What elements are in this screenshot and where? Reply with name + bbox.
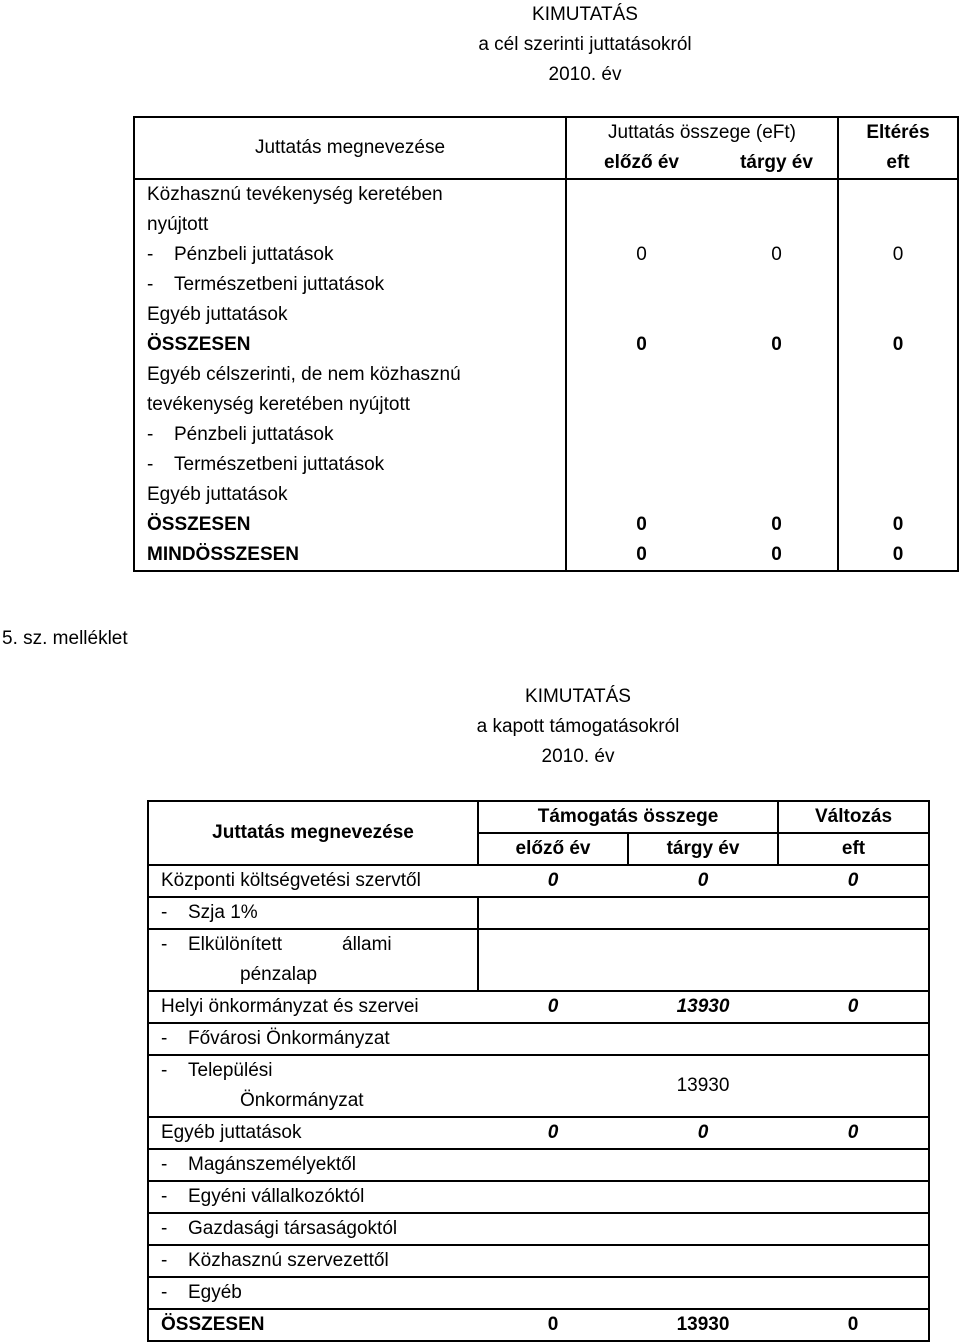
table-row bbox=[148, 1149, 929, 1181]
table-row bbox=[148, 1181, 929, 1213]
support-table bbox=[147, 800, 930, 1342]
local-prev: 0 bbox=[478, 991, 628, 1023]
table-row bbox=[148, 1245, 929, 1277]
report2-title-line2: a kapott támogatásokról bbox=[476, 716, 680, 737]
dash: - bbox=[161, 1028, 168, 1049]
table-row bbox=[134, 480, 958, 510]
report1-title bbox=[420, 0, 750, 90]
table-row bbox=[134, 240, 958, 270]
row-separate-label-cont: pénzalap bbox=[240, 964, 318, 985]
header-amount-group: Juttatás összege (eFt) bbox=[566, 117, 838, 148]
row-private-label: Magánszemélyektől bbox=[188, 1154, 356, 1175]
table-row bbox=[134, 270, 958, 300]
table-row bbox=[148, 960, 929, 991]
table-row bbox=[148, 1023, 929, 1055]
total2-prev: 0 bbox=[566, 510, 716, 540]
dash: - bbox=[161, 1282, 168, 1303]
header2-name-col: Juttatás megnevezése bbox=[212, 822, 414, 843]
total1-diff: 0 bbox=[838, 330, 958, 360]
benefits-table bbox=[133, 116, 959, 572]
dash: - bbox=[161, 1154, 168, 1175]
section1-label: Közhasznú tevékenység keretében bbox=[134, 179, 566, 210]
row-total-label: ÖSSZESEN bbox=[148, 1309, 478, 1341]
row-nonprofit-label: Közhasznú szervezettől bbox=[188, 1250, 389, 1271]
section2-label: Egyéb célszerinti, de nem közhasznú bbox=[147, 364, 461, 385]
table-row bbox=[148, 865, 929, 897]
dash: - bbox=[161, 1250, 168, 1271]
row-separate-label: Elkülönített bbox=[188, 934, 282, 955]
dash: - bbox=[147, 424, 154, 445]
total-prev: 0 bbox=[478, 1309, 628, 1341]
table-row bbox=[134, 450, 958, 480]
dash: - bbox=[161, 1218, 168, 1239]
total2-curr: 0 bbox=[771, 514, 782, 535]
row-other-label: Egyéb juttatások bbox=[147, 304, 288, 325]
table-row bbox=[148, 1086, 929, 1117]
total-diff: 0 bbox=[778, 1309, 929, 1341]
dash: - bbox=[147, 454, 154, 475]
header2-curr-year: tárgy év bbox=[628, 833, 778, 865]
total1-prev: 0 bbox=[566, 330, 716, 360]
table-row bbox=[148, 897, 929, 929]
central-prev: 0 bbox=[478, 865, 628, 897]
row-companies-label: Gazdasági társaságoktól bbox=[188, 1218, 398, 1239]
settlement-curr: 13930 bbox=[628, 1055, 778, 1117]
row-central-label: Központi költségvetési szervtől bbox=[148, 865, 478, 897]
table-row bbox=[134, 420, 958, 450]
dash: - bbox=[147, 274, 154, 295]
total2-diff: 0 bbox=[838, 510, 958, 540]
row-local-label: Helyi önkormányzat és szervei bbox=[148, 991, 478, 1023]
row-other2-label: Egyéb juttatások bbox=[147, 484, 288, 505]
row-settlement-label: Települési bbox=[188, 1060, 273, 1081]
grand-diff: 0 bbox=[838, 540, 958, 571]
row-szja-label: Szja 1% bbox=[188, 902, 258, 923]
table-row bbox=[148, 929, 929, 960]
header2-diff-group: Változás bbox=[778, 801, 929, 833]
row-grand-label: MINDÖSSZESEN bbox=[147, 544, 300, 565]
dash: - bbox=[161, 934, 168, 955]
header-diff-group: Eltérés bbox=[838, 117, 958, 148]
row-capital-label: Fővárosi Önkormányzat bbox=[188, 1028, 390, 1049]
table-row bbox=[148, 1213, 929, 1245]
row-inkind-label: Természetbeni juttatások bbox=[174, 274, 385, 295]
dash: - bbox=[147, 244, 154, 265]
header-name-col: Juttatás megnevezése bbox=[254, 137, 446, 158]
table-row bbox=[148, 1309, 929, 1341]
table-row bbox=[148, 1055, 929, 1086]
dash: - bbox=[161, 902, 168, 923]
header2-diff-unit: eft bbox=[778, 833, 929, 865]
local-curr: 13930 bbox=[628, 991, 778, 1023]
report2-title-line3: 2010. év bbox=[541, 746, 615, 767]
grand-prev: 0 bbox=[566, 540, 716, 571]
table-row bbox=[134, 540, 958, 571]
other-diff: 0 bbox=[778, 1117, 929, 1149]
report1-title-line1: KIMUTATÁS bbox=[532, 4, 638, 25]
row-entrepreneurs-label: Egyéni vállalkozóktól bbox=[188, 1186, 365, 1207]
header2-prev-year: előző év bbox=[478, 833, 628, 865]
header-prev-year: előző év bbox=[566, 148, 716, 179]
other-curr: 0 bbox=[628, 1117, 778, 1149]
row-settlement-label-cont: Önkormányzat bbox=[240, 1090, 364, 1111]
header-diff-unit: eft bbox=[838, 148, 958, 179]
local-diff: 0 bbox=[778, 991, 929, 1023]
row-total2-label: ÖSSZESEN bbox=[147, 514, 251, 535]
section2-label-cont: tevékenység keretében nyújtott bbox=[147, 394, 411, 415]
row-other-label: Egyéb juttatások bbox=[148, 1117, 478, 1149]
dash: - bbox=[161, 1060, 168, 1081]
other-prev: 0 bbox=[478, 1117, 628, 1149]
row-inkind2-label: Természetbeni juttatások bbox=[174, 454, 385, 475]
central-curr: 0 bbox=[628, 865, 778, 897]
table-row bbox=[134, 300, 958, 330]
table-row bbox=[148, 1117, 929, 1149]
row-separate-label-b: állami bbox=[342, 934, 392, 955]
row-cash-label: Pénzbeli juttatások bbox=[174, 244, 334, 265]
grand-curr: 0 bbox=[771, 544, 782, 565]
table-row bbox=[134, 330, 958, 360]
table-row bbox=[148, 1277, 929, 1309]
annex-label: 5. sz. melléklet bbox=[2, 628, 128, 649]
cash1-diff: 0 bbox=[838, 240, 958, 270]
report2-title bbox=[400, 682, 756, 772]
report1-title-line3: 2010. év bbox=[548, 64, 622, 85]
row-total1-label: ÖSSZESEN bbox=[147, 334, 251, 355]
table-row bbox=[148, 991, 929, 1023]
total1-curr: 0 bbox=[771, 334, 782, 355]
header-curr-year: tárgy év bbox=[740, 152, 813, 173]
cash1-prev: 0 bbox=[566, 240, 716, 270]
cash1-curr: 0 bbox=[771, 244, 782, 265]
row-misc-label: Egyéb bbox=[188, 1282, 242, 1303]
section1-label-cont: nyújtott bbox=[147, 214, 209, 235]
report2-title-line1: KIMUTATÁS bbox=[525, 686, 631, 707]
dash: - bbox=[161, 1186, 168, 1207]
row-cash2-label: Pénzbeli juttatások bbox=[174, 424, 334, 445]
total-curr: 13930 bbox=[628, 1309, 778, 1341]
report1-title-line2: a cél szerinti juttatásokról bbox=[478, 34, 692, 55]
header2-amount-group: Támogatás összege bbox=[478, 801, 778, 833]
central-diff: 0 bbox=[778, 865, 929, 897]
table-row bbox=[134, 510, 958, 540]
